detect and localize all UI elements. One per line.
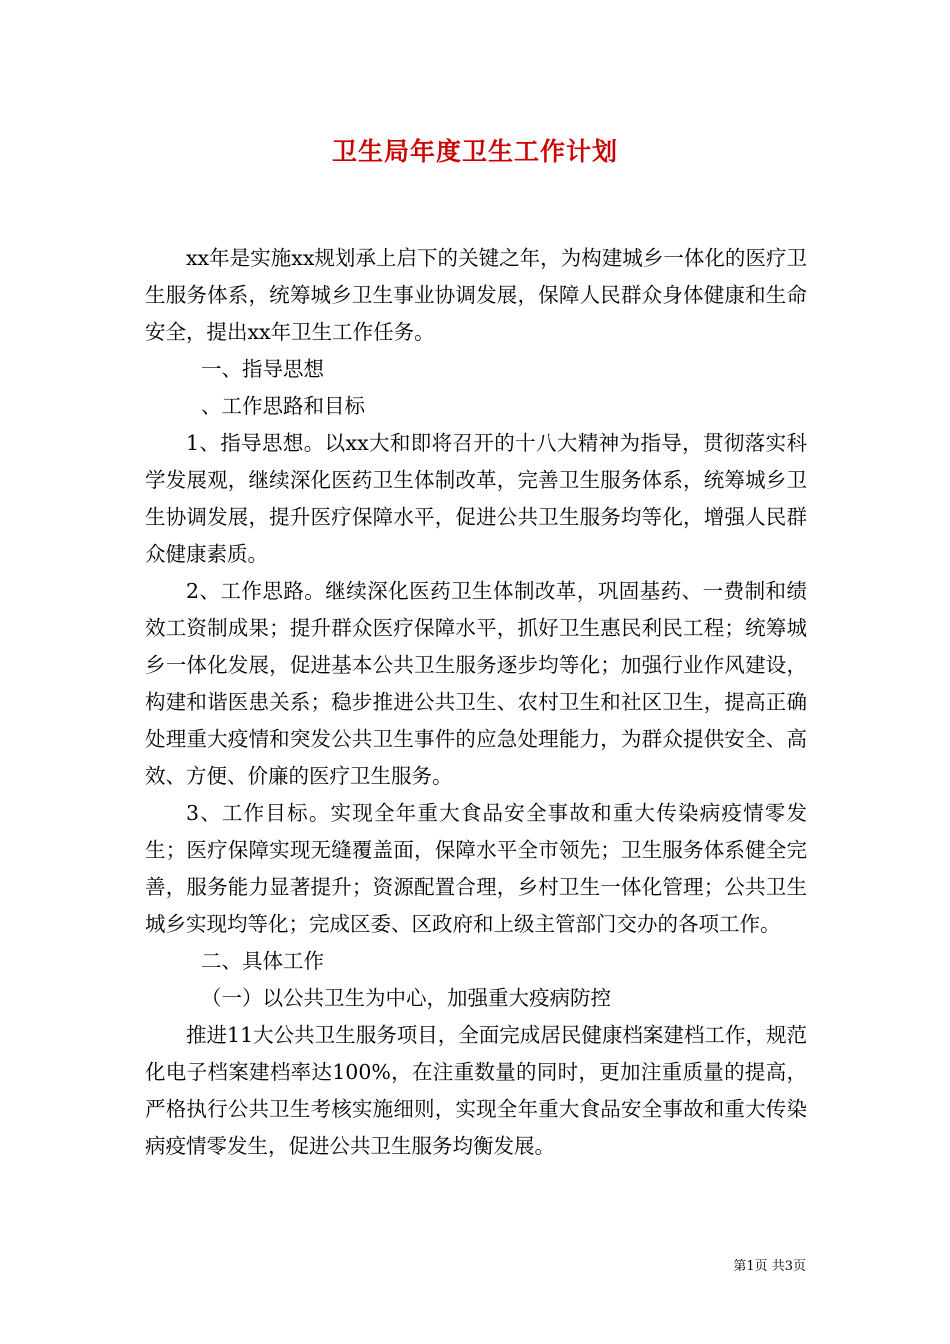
paragraph-guiding-ideology: 1、指导思想。以xx大和即将召开的十八大精神为指导，贯彻落实科学发展观，继续深化医药卫生体制改革，完善卫生服务体系，统筹城乡卫生协调发展，提升医疗保障水平，促进公共卫生服务均等化，增强人民群众健康素质。 [145, 431, 807, 566]
paragraph-public-health: 推进11大公共卫生服务项目，全面完成居民健康档案建档工作，规范化电子档案建档率达100%，在注重数量的同时，更加注重质量的提高，严格执行公共卫生考核实施细则，实现全年重大食品安全事故和重大传染病疫情零发生，促进公共卫生服务均衡发展。 [145, 1023, 807, 1158]
page-number: 第1页 共3页 [733, 1259, 806, 1274]
document-title: 卫生局年度卫生工作计划 [331, 137, 618, 166]
subsection-heading-public-health: （一）以公共卫生为中心，加强重大疫病防控 [201, 986, 611, 1010]
section-heading-specific-work: 二、具体工作 [201, 949, 324, 973]
intro-paragraph: xx年是实施xx规划承上启下的关键之年，为构建城乡一体化的医疗卫生服务体系，统筹城乡卫生事业协调发展，保障人民群众身体健康和生命安全，提出xx年卫生工作任务。 [145, 246, 807, 344]
paragraph-work-goals: 3、工作目标。实现全年重大食品安全事故和重大传染病疫情零发生；医疗保障实现无缝覆盖面，保障水平全市领先；卫生服务体系健全完善，服务能力显著提升；资源配置合理，乡村卫生一体化管理；公共卫生城乡实现均等化；完成区委、区政府和上级主管部门交办的各项工作。 [145, 801, 807, 936]
section-heading-guiding-ideology: 一、指导思想 [201, 357, 324, 381]
paragraph-work-ideas: 2、工作思路。继续深化医药卫生体制改革，巩固基药、一费制和绩效工资制成果；提升群众医疗保障水平，抓好卫生惠民利民工程；统筹城乡一体化发展，促进基本公共卫生服务逐步均等化；加强行业作风建设，构建和谐医患关系；稳步推进公共卫生、农村卫生和社区卫生，提高正确处理重大疫情和突发公共卫生事件的应急处理能力，为群众提供安全、高效、方便、价廉的医疗卫生服务。 [145, 579, 807, 788]
document-body [145, 240, 807, 1165]
section-heading-work-ideas: 、工作思路和目标 [201, 394, 365, 418]
